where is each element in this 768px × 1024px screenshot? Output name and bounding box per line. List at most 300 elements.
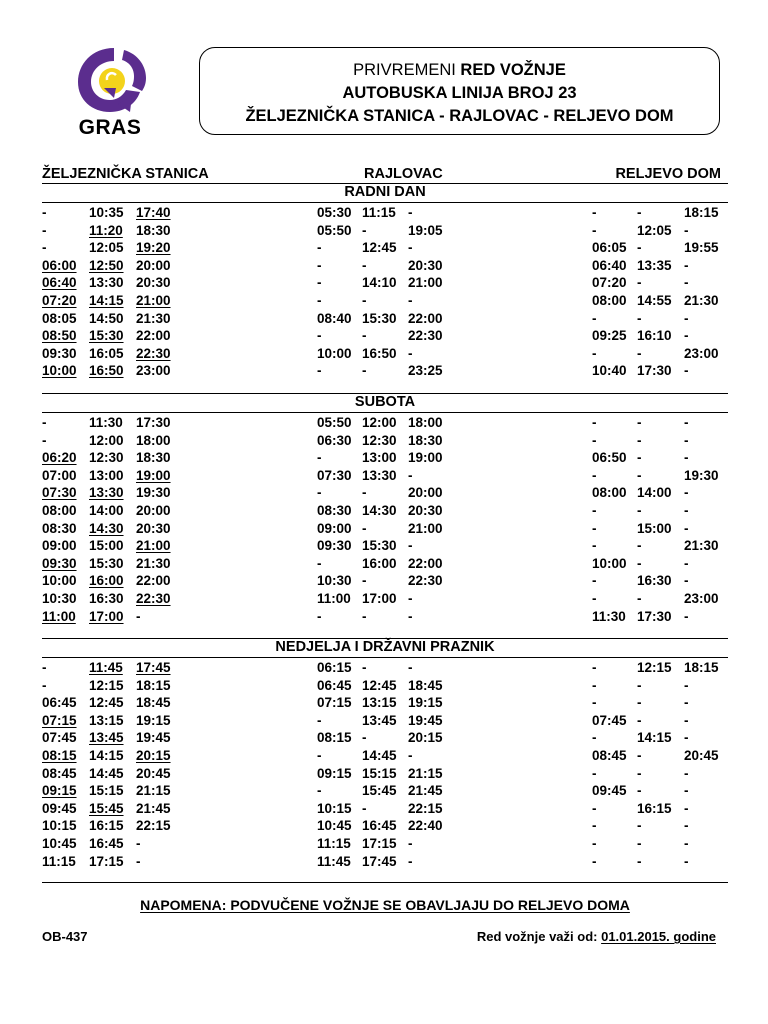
document-code: OB-437 — [42, 929, 88, 944]
table-cell: - — [684, 608, 689, 624]
column-header-station2: RAJLOVAC — [364, 166, 443, 182]
title-line-1-normal: PRIVREMENI — [353, 61, 461, 79]
table-cell: 21:45 — [408, 783, 443, 799]
table-cell: - — [637, 783, 642, 799]
table-cell: 06:45 — [317, 677, 352, 693]
table-cell: 20:45 — [136, 765, 171, 781]
table-cell: 14:00 — [637, 485, 672, 501]
table-cell: 18:45 — [136, 695, 171, 711]
table-cell: - — [684, 310, 689, 326]
table-row — [0, 362, 768, 380]
section-title: SUBOTA — [354, 394, 416, 410]
table-cell: 16:50 — [89, 363, 124, 379]
table-cell: - — [136, 853, 141, 869]
table-cell: - — [684, 222, 689, 238]
table-cell: - — [684, 363, 689, 379]
table-cell: 12:05 — [637, 222, 672, 238]
table-cell: 14:15 — [89, 748, 124, 763]
table-cell: 16:50 — [362, 345, 397, 361]
table-cell: 12:30 — [362, 432, 397, 448]
table-cell: 13:00 — [362, 450, 397, 466]
table-cell: 12:50 — [89, 257, 124, 273]
table-cell: 21:00 — [408, 275, 443, 291]
table-cell: 19:05 — [408, 222, 443, 238]
title-box — [199, 47, 720, 135]
note: NAPOMENA: PODVUČENE VOŽNJE SE OBAVLJAJU DO RELJEVO DOMA — [140, 897, 630, 913]
table-cell: 14:45 — [89, 765, 124, 781]
table-cell: 12:00 — [362, 415, 397, 430]
table-cell: 10:15 — [42, 818, 77, 834]
table-cell: 22:00 — [136, 573, 171, 589]
table-cell: 22:40 — [408, 818, 443, 834]
table-cell: - — [362, 608, 367, 624]
title-line-2: AUTOBUSKA LINIJA BROJ 23 — [342, 84, 577, 102]
table-cell: - — [592, 853, 597, 869]
table-cell: 09:00 — [317, 520, 352, 536]
table-cell: 16:00 — [89, 573, 124, 589]
table-cell: - — [592, 660, 597, 675]
table-cell: - — [592, 415, 597, 430]
table-cell: 13:30 — [89, 275, 124, 291]
table-cell: - — [408, 608, 413, 624]
table-cell: - — [684, 257, 689, 273]
table-cell: 05:50 — [317, 222, 352, 238]
table-cell: 06:40 — [592, 257, 627, 273]
table-cell: 08:00 — [592, 293, 627, 308]
table-cell: 11:45 — [89, 660, 123, 675]
table-cell: 22:00 — [408, 555, 443, 571]
table-cell: - — [637, 432, 642, 448]
table-cell: - — [637, 345, 642, 361]
table-cell: 20:00 — [136, 503, 171, 518]
table-cell: 15:15 — [362, 765, 397, 781]
table-cell: 23:00 — [684, 345, 719, 361]
table-cell: - — [684, 853, 689, 869]
table-row — [0, 520, 768, 538]
table-cell: 15:30 — [89, 328, 124, 344]
table-cell: 12:15 — [89, 677, 124, 693]
table-cell: 09:30 — [42, 345, 77, 361]
table-cell: - — [592, 677, 597, 693]
table-cell: 17:15 — [362, 836, 397, 851]
table-cell: 13:45 — [362, 712, 397, 728]
table-cell: 10:30 — [42, 591, 77, 606]
title-line-3: ŽELJEZNIČKA STANICA - RAJLOVAC - RELJEVO DOM — [245, 107, 674, 125]
table-cell: - — [684, 520, 689, 536]
table-cell: 19:00 — [136, 467, 171, 483]
table-row — [0, 222, 768, 240]
table-cell: - — [637, 415, 642, 430]
table-cell: 20:15 — [136, 748, 171, 763]
table-cell: 21:30 — [684, 538, 719, 554]
table-row — [0, 572, 768, 590]
table-row — [0, 782, 768, 800]
table-cell: 21:30 — [136, 310, 171, 326]
table-cell: - — [592, 765, 597, 781]
table-cell: 11:30 — [592, 608, 626, 624]
table-row — [0, 204, 768, 222]
table-cell: 17:00 — [89, 608, 124, 624]
table-cell: 16:15 — [637, 800, 672, 816]
table-cell: - — [362, 485, 367, 501]
table-cell: - — [317, 712, 322, 728]
table-cell: 14:30 — [362, 503, 397, 518]
table-row — [0, 694, 768, 712]
table-row — [0, 310, 768, 328]
table-cell: 06:20 — [42, 450, 77, 466]
section-title: NEDJELJA I DRŽAVNI PRAZNIK — [275, 639, 495, 655]
table-cell: 21:15 — [408, 765, 443, 781]
table-cell: 17:45 — [136, 660, 171, 675]
table-cell: - — [637, 748, 642, 763]
table-cell: 15:15 — [89, 783, 124, 799]
table-cell: 06:45 — [42, 695, 77, 711]
table-cell: - — [637, 240, 642, 256]
table-row — [0, 712, 768, 730]
table-cell: 07:15 — [42, 712, 77, 728]
table-cell: 19:20 — [136, 240, 171, 256]
table-cell: - — [362, 257, 367, 273]
table-cell: 16:00 — [362, 555, 397, 571]
table-cell: 16:45 — [362, 818, 397, 834]
table-cell: 18:45 — [408, 677, 443, 693]
table-cell: 20:30 — [136, 275, 171, 291]
table-cell: 21:00 — [136, 538, 171, 554]
table-cell: - — [42, 677, 47, 693]
table-cell: 11:15 — [317, 836, 351, 851]
table-cell: - — [42, 205, 47, 220]
table-cell: 20:30 — [136, 520, 171, 536]
bottom-divider — [42, 882, 728, 883]
table-cell: - — [408, 205, 413, 220]
table-cell: 13:30 — [362, 467, 397, 483]
table-row — [0, 414, 768, 432]
table-row — [0, 729, 768, 747]
table-cell: 14:50 — [89, 310, 124, 326]
table-row — [0, 502, 768, 520]
table-cell: - — [637, 765, 642, 781]
table-cell: 21:45 — [136, 800, 171, 816]
table-cell: 19:45 — [408, 712, 443, 728]
table-cell: 14:30 — [89, 520, 124, 536]
table-cell: - — [684, 328, 689, 344]
table-row — [0, 537, 768, 555]
table-cell: 19:15 — [136, 712, 171, 728]
table-cell: 14:55 — [637, 293, 672, 308]
table-cell: 14:45 — [362, 748, 397, 763]
table-cell: 10:45 — [317, 818, 352, 834]
table-cell: 22:30 — [408, 573, 443, 589]
table-cell: - — [136, 608, 141, 624]
table-cell: 18:15 — [136, 677, 171, 693]
table-cell: - — [317, 275, 322, 291]
table-cell: - — [362, 222, 367, 238]
table-cell: 06:30 — [317, 432, 352, 448]
valid-from — [477, 929, 716, 944]
table-cell: 20:45 — [684, 748, 719, 763]
table-cell: 20:00 — [136, 257, 171, 273]
table-cell: 21:15 — [136, 783, 171, 799]
table-cell: 09:45 — [592, 783, 627, 799]
table-row — [0, 239, 768, 257]
table-cell: - — [637, 591, 642, 606]
table-cell: - — [42, 240, 47, 256]
table-cell: 11:30 — [89, 415, 123, 430]
table-cell: 15:30 — [362, 310, 397, 326]
table-cell: - — [684, 818, 689, 834]
table-cell: 12:45 — [89, 695, 124, 711]
table-cell: - — [592, 818, 597, 834]
table-cell: 12:45 — [362, 240, 397, 256]
table-cell: - — [684, 765, 689, 781]
table-cell: - — [362, 293, 367, 308]
table-cell: - — [317, 748, 322, 763]
table-cell: - — [637, 836, 642, 851]
column-header-station3: RELJEVO DOM — [615, 166, 721, 182]
gras-logo-mark-icon — [66, 44, 154, 118]
table-cell: 15:30 — [362, 538, 397, 554]
section-divider-bottom — [42, 657, 728, 658]
table-cell: 10:00 — [42, 573, 77, 589]
table-cell: 13:15 — [89, 712, 124, 728]
table-cell: - — [42, 432, 47, 448]
table-cell: - — [317, 293, 322, 308]
table-cell: 09:15 — [317, 765, 352, 781]
table-row — [0, 345, 768, 363]
table-cell: - — [408, 853, 413, 869]
table-cell: - — [42, 415, 47, 430]
logo-text: GRAS — [78, 116, 142, 139]
table-cell: - — [136, 836, 141, 851]
table-cell: - — [684, 836, 689, 851]
table-cell: - — [684, 712, 689, 728]
table-cell: - — [637, 205, 642, 220]
table-cell: 06:15 — [317, 660, 352, 675]
table-cell: - — [592, 467, 597, 483]
section-divider-bottom — [42, 412, 728, 413]
table-cell: 19:00 — [408, 450, 443, 466]
table-cell: - — [637, 853, 642, 869]
table-row — [0, 800, 768, 818]
table-cell: 16:45 — [89, 836, 124, 851]
table-cell: - — [408, 660, 413, 675]
table-cell: - — [637, 818, 642, 834]
table-cell: - — [317, 555, 322, 571]
table-cell: - — [592, 520, 597, 536]
table-cell: - — [684, 695, 689, 711]
table-cell: - — [684, 730, 689, 746]
table-cell: - — [408, 748, 413, 763]
table-cell: - — [317, 328, 322, 344]
table-cell: 18:00 — [408, 415, 443, 430]
table-cell: - — [684, 677, 689, 693]
table-row — [0, 274, 768, 292]
table-cell: 12:30 — [89, 450, 124, 466]
table-cell: 21:30 — [684, 293, 719, 308]
table-cell: 16:30 — [637, 573, 672, 589]
table-cell: - — [684, 555, 689, 571]
table-cell: 17:15 — [89, 853, 124, 869]
table-cell: - — [42, 660, 47, 675]
table-cell: - — [317, 783, 322, 799]
table-cell: 14:10 — [362, 275, 397, 291]
table-cell: - — [408, 836, 413, 851]
table-cell: 22:00 — [136, 328, 171, 344]
table-cell: - — [317, 363, 322, 379]
table-cell: - — [408, 467, 413, 483]
table-cell: - — [592, 573, 597, 589]
table-cell: 09:30 — [42, 555, 77, 571]
table-cell: 22:15 — [136, 818, 171, 834]
table-cell: - — [684, 485, 689, 501]
table-cell: - — [637, 275, 642, 291]
table-cell: 19:15 — [408, 695, 443, 711]
table-cell: - — [592, 205, 597, 220]
table-cell: 08:45 — [592, 748, 627, 763]
table-cell: 07:30 — [317, 467, 352, 483]
table-cell: 13:30 — [89, 485, 124, 501]
table-cell: 05:50 — [317, 415, 352, 430]
table-cell: 18:15 — [684, 660, 719, 675]
table-cell: 09:00 — [42, 538, 77, 554]
table-cell: 07:20 — [592, 275, 627, 291]
table-row — [0, 590, 768, 608]
table-row — [0, 835, 768, 853]
table-cell: - — [408, 293, 413, 308]
table-cell: 19:30 — [684, 467, 719, 483]
table-cell: - — [592, 800, 597, 816]
table-cell: 08:15 — [317, 730, 352, 746]
table-row — [0, 432, 768, 450]
table-row — [0, 292, 768, 310]
table-cell: 19:45 — [136, 730, 171, 746]
table-cell: 10:45 — [42, 836, 77, 851]
table-cell: 08:15 — [42, 748, 77, 763]
table-cell: 07:15 — [317, 695, 352, 711]
table-cell: - — [592, 591, 597, 606]
table-cell: - — [637, 450, 642, 466]
table-cell: 10:00 — [592, 555, 627, 571]
table-cell: - — [362, 660, 367, 675]
table-cell: 14:15 — [89, 293, 124, 308]
table-cell: 22:15 — [408, 800, 443, 816]
table-cell: 08:30 — [42, 520, 77, 536]
table-cell: 17:00 — [362, 591, 397, 606]
table-cell: 18:00 — [136, 432, 171, 448]
table-cell: - — [637, 538, 642, 554]
table-cell: 14:00 — [89, 503, 124, 518]
title-line-1-strong: RED VOŽNJE — [460, 61, 566, 79]
table-cell: 15:45 — [89, 800, 124, 816]
table-cell: - — [637, 503, 642, 518]
table-cell: 15:00 — [637, 520, 672, 536]
table-cell: - — [592, 695, 597, 711]
table-row — [0, 327, 768, 345]
table-cell: - — [684, 573, 689, 589]
table-cell: 07:00 — [42, 467, 77, 483]
table-cell: 07:30 — [42, 485, 77, 501]
table-cell: 23:25 — [408, 363, 443, 379]
table-cell: - — [684, 275, 689, 291]
table-cell: 06:05 — [592, 240, 627, 256]
table-cell: 11:00 — [42, 608, 76, 624]
table-cell: - — [637, 555, 642, 571]
table-cell: 22:30 — [136, 591, 171, 606]
table-cell: 08:50 — [42, 328, 77, 344]
table-cell: - — [637, 695, 642, 711]
table-row — [0, 747, 768, 765]
table-cell: 13:00 — [89, 467, 124, 483]
table-cell: 09:30 — [317, 538, 352, 554]
table-cell: 20:00 — [408, 485, 443, 501]
table-cell: - — [362, 800, 367, 816]
table-row — [0, 817, 768, 835]
table-cell: - — [408, 240, 413, 256]
gras-logo — [66, 44, 158, 140]
column-header-station1: ŽELJEZNIČKA STANICA — [42, 166, 209, 182]
table-cell: 17:40 — [136, 205, 171, 220]
table-cell: 10:15 — [317, 800, 352, 816]
table-cell: 07:45 — [592, 712, 627, 728]
table-cell: 16:10 — [637, 328, 672, 344]
table-cell: 14:15 — [637, 730, 672, 746]
table-cell: 18:30 — [136, 222, 171, 238]
table-cell: 08:00 — [42, 503, 77, 518]
table-cell: 07:20 — [42, 293, 77, 308]
table-cell: 15:30 — [89, 555, 124, 571]
table-cell: - — [317, 485, 322, 501]
table-cell: 13:15 — [362, 695, 397, 711]
table-cell: - — [592, 222, 597, 238]
table-cell: - — [42, 222, 47, 238]
table-cell: - — [684, 503, 689, 518]
table-cell: - — [317, 450, 322, 466]
table-cell: - — [684, 450, 689, 466]
table-row — [0, 608, 768, 626]
table-cell: 11:15 — [362, 205, 396, 220]
table-cell: 15:00 — [89, 538, 124, 554]
table-cell: - — [592, 538, 597, 554]
table-cell: 08:45 — [42, 765, 77, 781]
table-cell: 11:45 — [317, 853, 351, 869]
table-row — [0, 853, 768, 871]
table-cell: 11:15 — [42, 853, 76, 869]
table-row — [0, 467, 768, 485]
table-cell: - — [684, 432, 689, 448]
table-cell: 10:00 — [317, 345, 352, 361]
table-cell: - — [592, 432, 597, 448]
valid-from-label: Red vožnje važi od: — [476, 929, 602, 944]
table-cell: - — [362, 328, 367, 344]
table-cell: 13:35 — [637, 257, 672, 273]
section-title: RADNI DAN — [344, 184, 426, 200]
table-cell: 18:15 — [684, 205, 719, 220]
table-cell: 10:40 — [592, 363, 627, 379]
table-cell: - — [592, 310, 597, 326]
table-cell: 08:30 — [317, 503, 352, 518]
table-cell: - — [637, 310, 642, 326]
table-cell: 07:45 — [42, 730, 77, 746]
table-cell: 17:45 — [362, 853, 397, 869]
table-cell: - — [637, 677, 642, 693]
title-line-1 — [200, 59, 719, 82]
table-row — [0, 449, 768, 467]
table-cell: - — [362, 363, 367, 379]
table-row — [0, 484, 768, 502]
table-cell: 09:45 — [42, 800, 77, 816]
table-cell: 22:30 — [408, 328, 443, 344]
table-cell: - — [362, 573, 367, 589]
